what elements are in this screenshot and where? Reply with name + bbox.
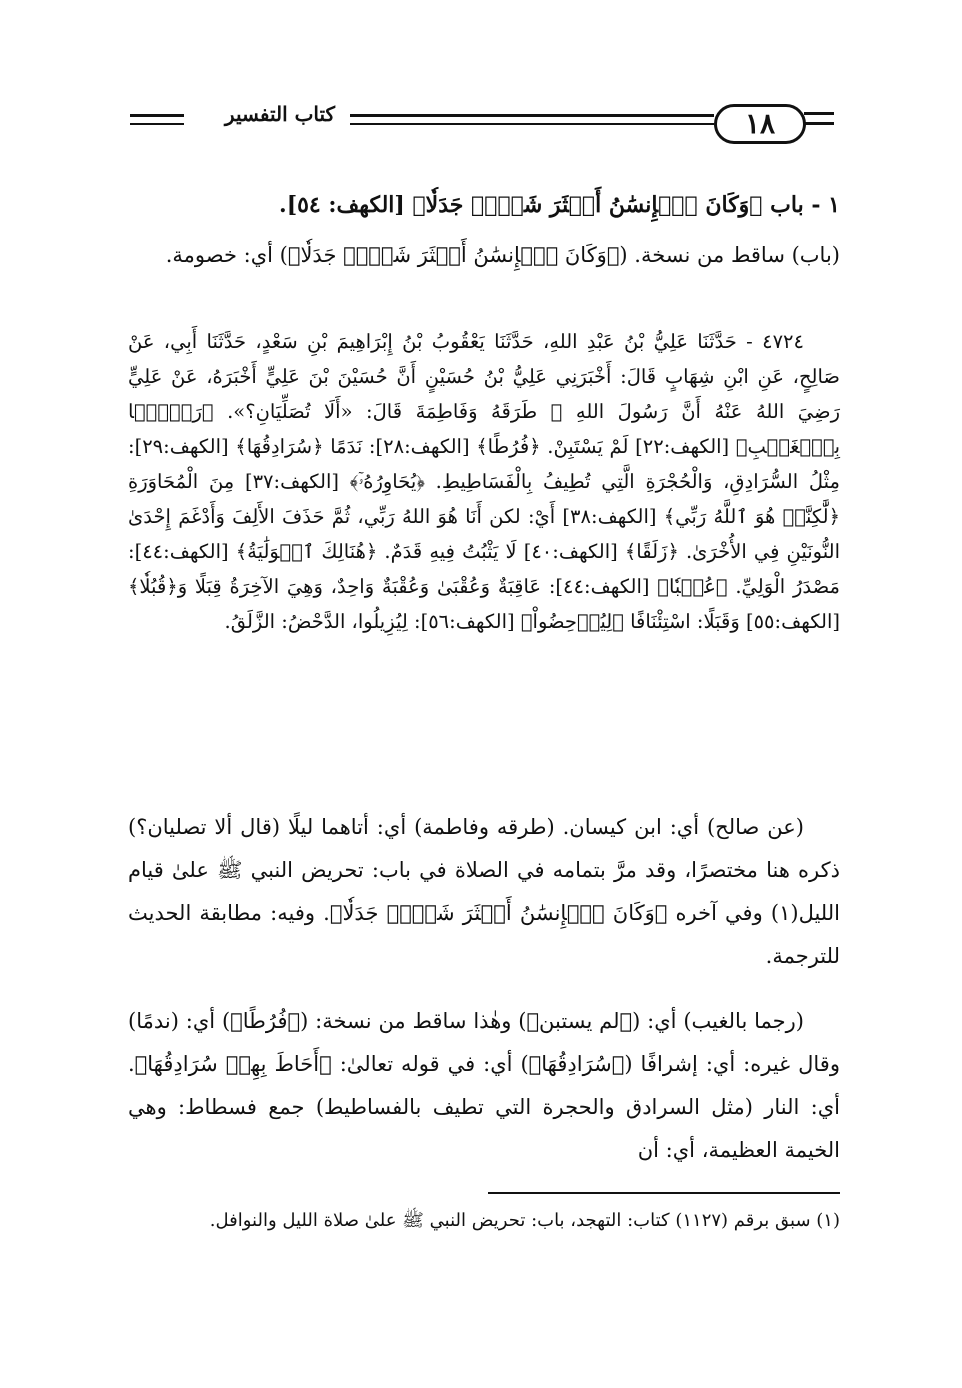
commentary-paragraph: (باب) ساقط من نسخة. (﴿وَكَانَ ٱلۡإِنسَٰنُ أَكۡثَرَ شَيۡءٖ جَدَلٗا﴾) أي: خصومة. [165, 243, 840, 267]
header-rule-middle [350, 114, 714, 117]
page-header [0, 92, 962, 152]
page-number: ١٨ [744, 107, 776, 140]
footnote-separator [488, 1192, 840, 1194]
header-rule-right-lower [804, 122, 834, 125]
header-rule-middle-lower [350, 123, 714, 125]
header-rule-left-lower [130, 123, 184, 125]
page-number-badge [714, 104, 806, 144]
running-head: كتاب التفسير [224, 102, 336, 126]
hadith-text: ٤٧٢٤ - حَدَّثَنَا عَلِيُّ بْنُ عَبْدِ اللهِ، حَدَّثَنَا يَعْقُوبُ بْنُ إِبْرَاهِيمَ بْنِ سَعْدٍ، حَدَّثَنَا أَبِي، عَنْ صَالِحٍ، عَنِ ابْنِ شِهَابٍ قَالَ: أَخْبَرَنِي عَلِيُّ بْنُ حُسَيْنٍ أَنَّ حُسَيْنَ بْنَ عَلِيٍّ أَخْبَرَهُ، عَنْ عَلِيٍّ رَضِيَ اللهُ عَنْهُ أَنَّ رَسُولَ اللهِ ﷺ طَرَقَهُ وَفَاطِمَةَ قَالَ: «أَلَا تُصَلِّيَانِ؟». ﴿رَجۡمَۢا بِٱلۡغَيۡبِ﴾ [الكهف:٢٢] لَمْ يَسْتَبِنْ. ﴿فُرُطًا﴾ [الكهف:٢٨]: نَدَمًا ﴿سُرَادِقُهَا﴾ [الكهف:٢٩]: مِثْلُ السُّرَادِقِ، وَالْحُجْرَةِ الَّتِي تُطِيفُ بِالْفَسَاطِيطِ. ﴿يُحَاوِرُهُۥٓ﴾ [الكهف:٣٧] مِنَ الْمُحَاوَرَةِ ﴿لَّٰكِنَّا۠ هُوَ ٱللَّهُ رَبِّي﴾ [الكهف:٣٨] أَيْ: لكن أَنَا هُوَ اللهُ رَبِّي، ثُمَّ حَذَفَ الأَلِفَ وَأَدْغَمَ إِحْدَىٰ النُّونَيْنِ فِي الأُخْرَىٰ. ﴿زَلَقًا﴾ [الكهف:٤٠] لَا يَثْبُتُ فِيهِ قَدَمٌ. ﴿هُنَالِكَ ٱلۡوَلَٰيَةُ﴾ [الكهف:٤٤]: مَصْدَرُ الْوَلِيِّ. ﴿عُقۡبٗا﴾ [الكهف:٤٤]: عَاقِبَةٌ وَعُقْبَىٰ وَعُقْبَةٌ وَاحِدٌ، وَهِيَ الآخِرَةُ قِبَلًا وَ﴿قُبُلٗا﴾ [الكهف:٥٥] وَقَبَلًا: اسْتِئْنَافًا ﴿لِيُدۡحِضُواْ﴾ [الكهف:٥٦]: لِيُزِيلُوا، الدَّحْضُ: الزَّلَقُ. [128, 330, 841, 633]
footnote: (١) سبق برقم (١١٢٧) كتاب: التهجد، باب: تحريض النبي ﷺ علىٰ صلاة الليل والنوافل. [209, 1210, 840, 1231]
commentary-paragraph: (عن صالح) أي: ابن كيسان. (طرقه وفاطمة) أي: أتاهما ليلًا (قال ألا تصليان؟) ذكره هنا مختصرًا، وقد مرَّ بتمامه في الصلاة في باب: تحريض النبي ﷺ علىٰ قيام الليل(١) وفي آخره ﴿وَكَانَ ٱلۡإِنسَٰنُ أَكۡثَرَ شَيۡءٖ جَدَلٗا﴾. وفيه: مطابقة الحديث للترجمة. [128, 815, 840, 968]
header-rule-right [804, 112, 834, 115]
commentary-paragraph: (رجما بالغيب) أي: (﴿لم يستبن﴾) وهٰذا ساقط من نسخة: (﴿فُرُطًا﴾) أي: (ندمًا) وقال غيره: أي: إشرافًا (﴿سُرَادِقُهَا﴾) أي: في قوله تعالىٰ: ﴿أَحَاطَ بِهِمۡ سُرَادِقُهَا﴾. أي: النار (مثل السرادق والحجرة التي تطيف بالفساطيط) جمع فسطاط: وهي الخيمة العظيمة، أي: أن [128, 1009, 840, 1162]
header-rule-left [130, 114, 184, 117]
chapter-heading: ١ - باب ﴿وَكَانَ ٱلۡإِنسَٰنُ أَكۡثَرَ شَيۡءٖ جَدَلٗا﴾ [الكهف: ٥٤]. [279, 192, 840, 218]
